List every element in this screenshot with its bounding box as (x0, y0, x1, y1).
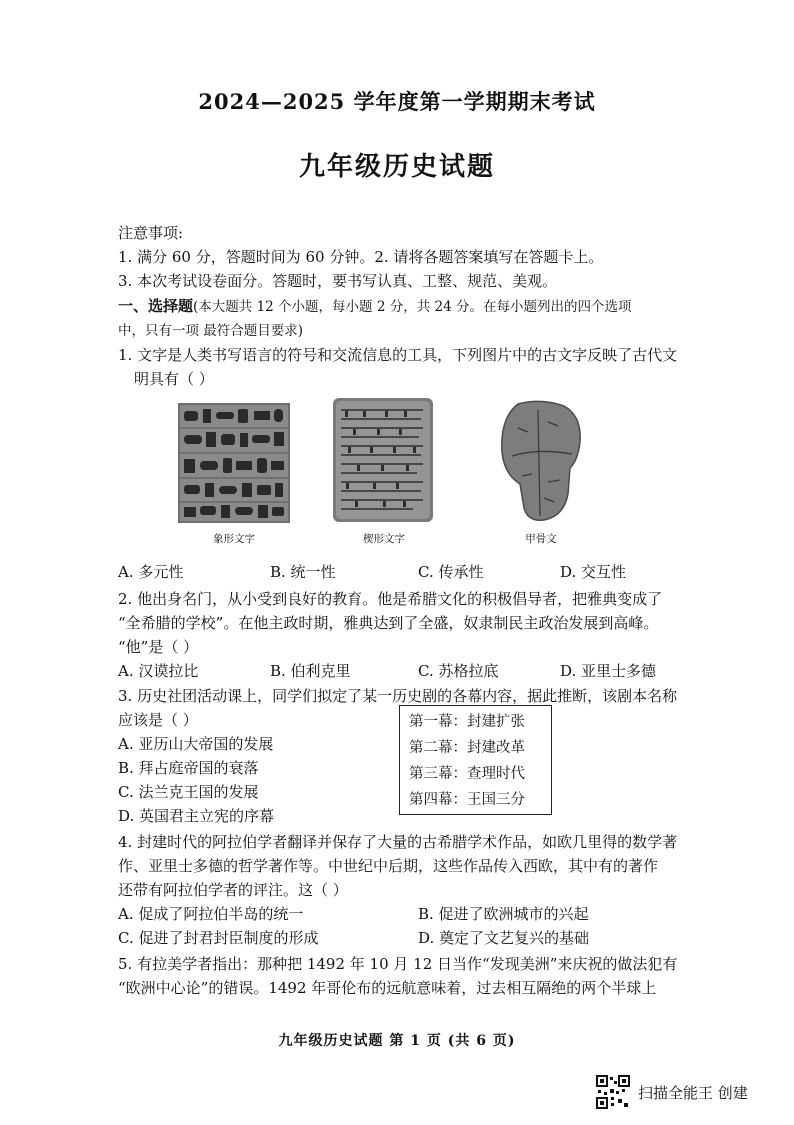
q3-option-c[interactable]: C. 法兰克王国的发展 (118, 783, 259, 801)
q3-act-2: 第二幕：封建改革 (409, 740, 525, 756)
page-footer: 九年级历史试题 第 1 页 (共 6 页) (278, 1033, 516, 1049)
q4-stem-line-1: 4. 封建时代的阿拉伯学者翻译并保存了大量的古希腊学术作品，如欧几里得的数学著 (118, 833, 678, 851)
q1-option-d[interactable]: D. 交互性 (560, 563, 627, 581)
q4-stem-line-3: 还带有阿拉伯学者的评注。这（ ） (118, 881, 348, 899)
q2-option-c[interactable]: C. 苏格拉底 (418, 662, 499, 680)
q2-stem-line-2: “全希腊的学校”。在他主政时期，雅典达到了全盛，奴隶制民主政治发展到高峰。 (118, 614, 659, 632)
q3-act-3: 第三幕：查理时代 (409, 766, 525, 782)
q1-stem-line-1: 1. 文字是人类书写语言的符号和交流信息的工具，下列图片中的古文字反映了古代文 (118, 346, 678, 364)
q3-stem-line-2: 应该是（ ） (118, 711, 198, 729)
q1-option-b[interactable]: B. 统一性 (270, 563, 336, 581)
hieroglyph-image (178, 403, 290, 523)
section-1-header (118, 295, 631, 316)
qr-code-icon (596, 1075, 630, 1109)
q2-option-a[interactable]: A. 汉谟拉比 (118, 662, 199, 680)
q2-option-d[interactable]: D. 亚里士多德 (560, 662, 657, 680)
q4-option-d[interactable]: D. 奠定了文艺复兴的基础 (418, 929, 590, 947)
hieroglyph-caption: 象形文字 (213, 533, 255, 545)
q1-option-a[interactable]: A. 多元性 (118, 563, 184, 581)
q3-stem-line-1: 3. 历史社团活动课上，同学们拟定了某一历史剧的各幕内容，据此推断，该剧本名称 (118, 687, 678, 705)
q3-option-b[interactable]: B. 拜占庭帝国的衰落 (118, 759, 259, 777)
q2-stem-line-3: “他”是（ ） (118, 638, 199, 656)
scanner-watermark (596, 1074, 776, 1110)
cuneiform-caption: 楔形文字 (363, 533, 405, 545)
exam-title: 2024—2025 学年度第一学期期末考试 (198, 89, 596, 114)
q4-option-a[interactable]: A. 促成了阿拉伯半岛的统一 (118, 905, 304, 923)
cuneiform-image (333, 398, 433, 522)
oracle-bone-caption: 甲骨文 (525, 533, 557, 545)
notes-heading: 注意事项: (118, 224, 184, 242)
q3-act-1: 第一幕：封建扩张 (409, 714, 525, 730)
section-1-title: 一、选择题 (118, 297, 194, 315)
q2-stem-line-1: 2. 他出身名门，从小受到良好的教育。他是希腊文化的积极倡导者，把雅典变成了 (118, 590, 663, 608)
scanner-watermark-text: 扫描全能王 创建 (638, 1083, 748, 1102)
q5-stem-line-2: “欧洲中心论”的错误。1492 年哥伦布的远航意味着，过去相互隔绝的两个半球上 (118, 979, 657, 997)
q1-stem-line-2: 明具有（ ） (134, 370, 214, 388)
exam-subtitle: 九年级历史试题 (298, 152, 495, 182)
q5-stem-line-1: 5. 有拉美学者指出：那种把 1492 年 10 月 12 日当作“发现美洲”来庆祝的做法犯有 (118, 955, 678, 973)
oracle-bone-image (498, 398, 584, 524)
q4-stem-line-2: 作、亚里士多德的哲学著作等。中世纪中后期，这些作品传入西欧，其中有的著作 (118, 857, 659, 875)
q4-option-b[interactable]: B. 促进了欧洲城市的兴起 (418, 905, 589, 923)
q3-act-4: 第四幕：王国三分 (409, 792, 525, 808)
q3-option-d[interactable]: D. 英国君主立宪的序幕 (118, 807, 275, 825)
notes-line-2: 3. 本次考试设卷面分。答题时，要书写认真、工整、规范、美观。 (118, 272, 558, 290)
notes-line-1: 1. 满分 60 分，答题时间为 60 分钟。2. 请将各题答案填写在答题卡上。 (118, 248, 604, 266)
q2-option-b[interactable]: B. 伯利克里 (270, 662, 351, 680)
section-1-desc: (本大题共 12 个小题，每小题 2 分，共 24 分。在每小题列出的四个选项 (193, 299, 632, 315)
q3-option-a[interactable]: A. 亚历山大帝国的发展 (118, 735, 274, 753)
q1-option-c[interactable]: C. 传承性 (418, 563, 484, 581)
section-1-desc-cont: 中，只有一项 最符合题目要求) (118, 323, 304, 339)
q4-option-c[interactable]: C. 促进了封君封臣制度的形成 (118, 929, 319, 947)
q3-acts-box (399, 705, 552, 815)
